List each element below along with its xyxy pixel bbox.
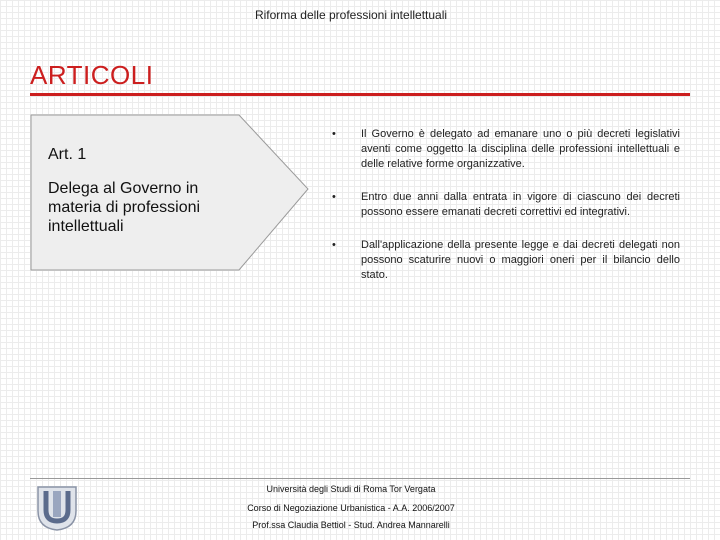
bullet-text: Il Governo è delegato ad emanare uno o più decreti legislativi aventi come oggetto la disciplina delle professioni intellettuali e delle relative forme organizzative. — [361, 128, 680, 170]
bullet-item — [330, 190, 680, 220]
slide-header-title: Riforma delle professioni intellettuali — [254, 8, 448, 22]
bullet-marker: • — [332, 239, 336, 251]
bullet-list — [330, 127, 680, 301]
bullet-item — [330, 238, 680, 283]
title-divider — [30, 93, 690, 96]
footer-course: Corso di Negoziazione Urbanistica - A.A. 2006/2007 — [247, 503, 455, 513]
bullet-text: Entro due anni dalla entrata in vigore di ciascuno dei decreti possono essere emanati decreti correttivi ed integrativi. — [361, 191, 680, 218]
footer-authors: Prof.ssa Claudia Bettiol - Stud. Andrea Mannarelli — [252, 520, 450, 530]
article-title: Delega al Governo in materia di professioni intellettuali — [48, 180, 201, 235]
article-number: Art. 1 — [48, 146, 87, 163]
bullet-item — [330, 127, 680, 172]
footer-university: Università degli Studi di Roma Tor Vergata — [266, 484, 436, 494]
bullet-marker: • — [332, 128, 336, 140]
footer-divider — [30, 478, 690, 479]
section-title: ARTICOLI — [30, 60, 154, 90]
bullet-text: Dall'applicazione della presente legge e dai decreti delegati non possono scaturire nuovi o maggiori oneri per il bilancio dello stato. — [361, 239, 680, 281]
bullet-marker: • — [332, 191, 336, 203]
